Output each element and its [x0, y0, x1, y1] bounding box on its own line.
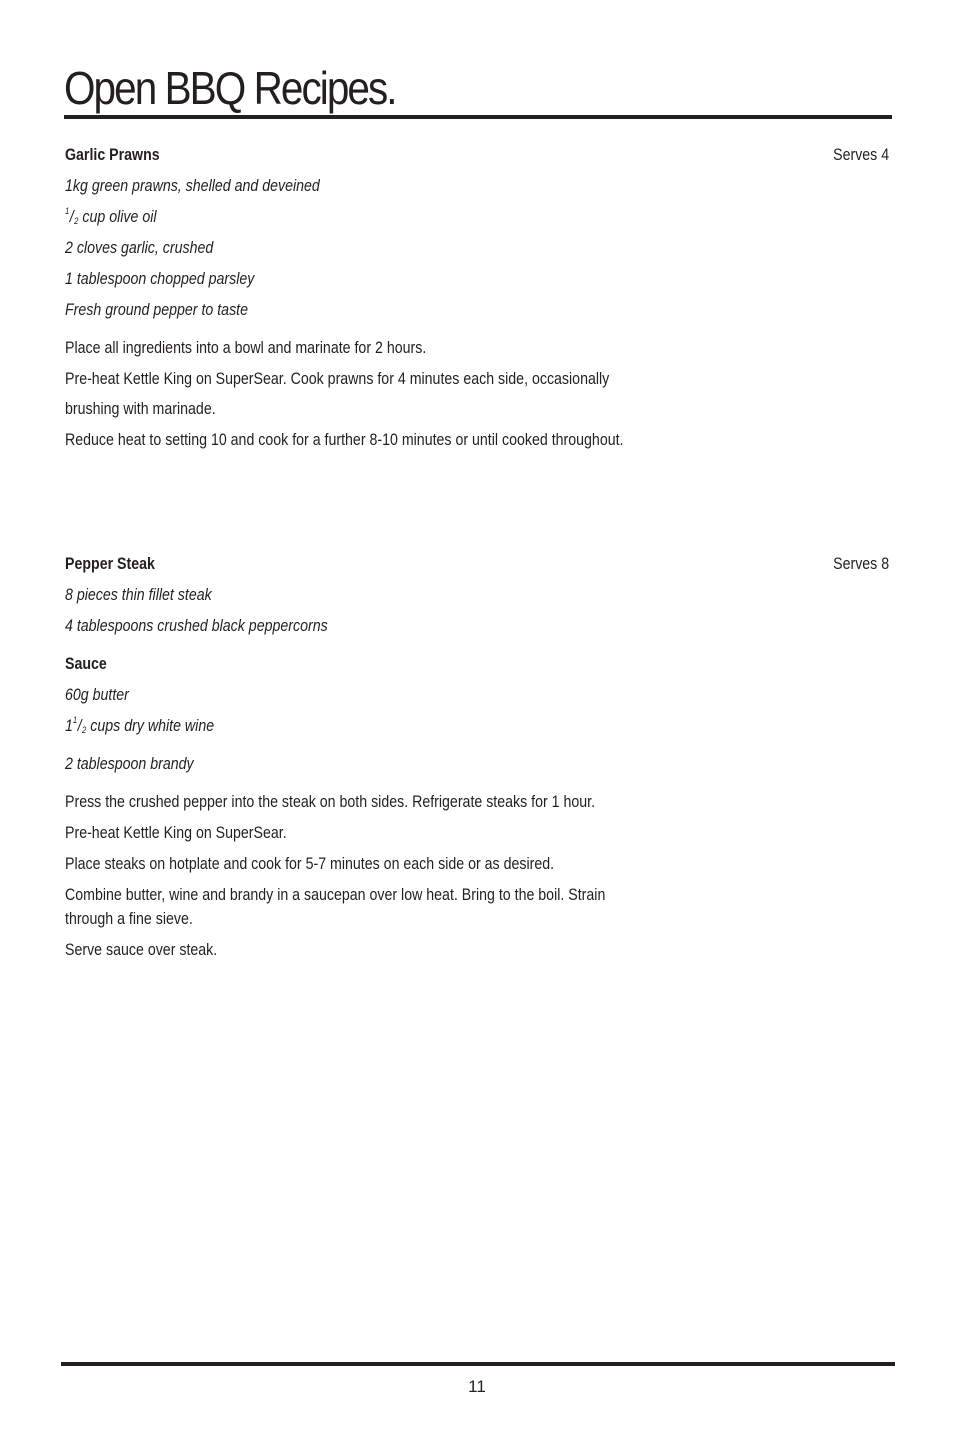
ingredient-item: 2 cloves garlic, crushed	[65, 239, 214, 257]
ingredient-item	[65, 716, 774, 754]
ingredient-item: 1 tablespoon chopped parsley	[65, 270, 255, 288]
ingredient-item	[65, 207, 774, 238]
recipe-garlic-prawns	[65, 145, 889, 461]
fraction-slash: /	[69, 208, 74, 226]
method-step: through a fine sieve.	[65, 910, 193, 928]
method-step: Pre-heat Kettle King on SuperSear.	[65, 824, 287, 842]
method-step: Place all ingredients into a bowl and marinate for 2 hours.	[65, 339, 427, 357]
footer-divider	[61, 1362, 895, 1366]
recipe-title: Garlic Prawns	[65, 146, 160, 164]
method-step: Pre-heat Kettle King on SuperSear. Cook prawns for 4 minutes each side, occasionally	[65, 370, 610, 388]
method-step: Reduce heat to setting 10 and cook for a further 8-10 minutes or until cooked throughout.	[65, 431, 624, 449]
fraction-whole: 1	[65, 717, 73, 735]
page-number: 11	[468, 1377, 486, 1396]
sauce-ingredient-list	[65, 685, 889, 785]
ingredient-item: 8 pieces thin fillet steak	[65, 586, 212, 604]
ingredient-list	[65, 176, 889, 331]
method-list	[65, 338, 889, 461]
title-divider	[64, 115, 892, 119]
ingredient-list	[65, 585, 889, 647]
sauce-heading: Sauce	[65, 655, 107, 673]
page-title: Open BBQ Recipes.	[64, 62, 396, 114]
recipe-header	[65, 554, 889, 585]
method-list	[65, 792, 889, 971]
fraction-numerator: 1	[65, 206, 70, 216]
ingredient-text: cup olive oil	[78, 208, 157, 226]
fraction-slash: /	[77, 717, 82, 735]
serves-label: Serves 4	[832, 146, 889, 164]
fraction-denominator: 2	[82, 725, 87, 735]
ingredient-text: cups dry white wine	[86, 717, 215, 735]
method-step: brushing with marinade.	[65, 400, 216, 418]
method-step: Press the crushed pepper into the steak on both sides. Refrigerate steaks for 1 hour.	[65, 793, 596, 811]
method-step: Combine butter, wine and brandy in a saucepan over low heat. Bring to the boil. Strain	[65, 886, 606, 904]
recipe-title: Pepper Steak	[65, 555, 155, 573]
fraction-numerator: 1	[72, 715, 78, 725]
recipe-pepper-steak	[65, 554, 889, 971]
ingredient-item: 2 tablespoon brandy	[65, 755, 194, 773]
fraction-denominator: 2	[74, 216, 79, 226]
recipe-header	[65, 145, 889, 176]
method-step: Serve sauce over steak.	[65, 941, 218, 959]
ingredient-item: 60g butter	[65, 686, 129, 704]
ingredient-item: 4 tablespoons crushed black peppercorns	[65, 617, 328, 635]
ingredient-item: 1kg green prawns, shelled and deveined	[65, 177, 320, 195]
serves-label: Serves 8	[832, 555, 889, 573]
method-step: Place steaks on hotplate and cook for 5-7 minutes on each side or as desired.	[65, 855, 555, 873]
ingredient-item: Fresh ground pepper to taste	[65, 301, 249, 319]
